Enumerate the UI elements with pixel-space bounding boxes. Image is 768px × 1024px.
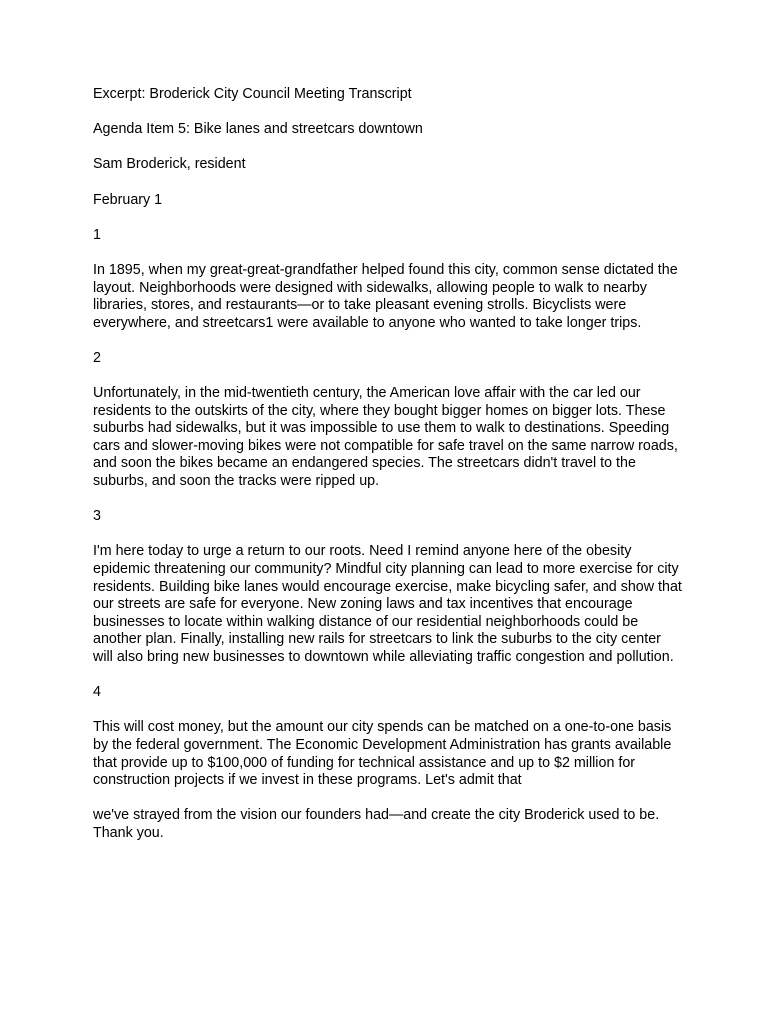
closing-paragraph: we've strayed from the vision our founders had—and create the city Broderick used to be. Thank you. [93, 807, 660, 841]
meeting-date: February 1 [93, 191, 163, 208]
paragraph-3: I'm here today to urge a return to our roots. Need I remind anyone here of the obesity epidemic threatening our community? Mindful city planning can lead to more exercise for city residents. Building bike lanes would encourage exercise, make bicycling safer, and show that our streets are safe for everyone. New zoning laws and tax incentives that encourage businesses to locate within walking distance of our residential neighborhoods could be another plan. Finally, installing new rails for streetcars to link the suburbs to the city center will also bring new businesses to downtown while alleviating traffic congestion and pollution. [93, 543, 682, 665]
transcript-page [93, 86, 683, 860]
paragraph-number-3: 3 [93, 508, 101, 525]
paragraph-number-1: 1 [93, 226, 101, 243]
excerpt-title: Excerpt: Broderick City Council Meeting Transcript [93, 86, 412, 102]
agenda-item: Agenda Item 5: Bike lanes and streetcars downtown [93, 121, 423, 138]
speaker-name: Sam Broderick, resident [93, 156, 246, 173]
paragraph-number-4: 4 [93, 684, 101, 701]
paragraph-1: In 1895, when my great-great-grandfather helped found this city, common sense dictated the layout. Neighborhoods were designed with sidewalks, allowing people to walk to nearby libraries, stores, and restaurants—or to take pleasant evening strolls. Bicyclists were everywhere, and streetcars1 were available to anyone who wanted to take longer trips. [93, 261, 678, 331]
paragraph-number-2: 2 [93, 349, 101, 366]
paragraph-2: Unfortunately, in the mid-twentieth century, the American love affair with the car led our residents to the outskirts of the city, where they bought bigger homes on bigger lots. These suburbs had sidewalks, but it was impossible to use them to walk to destinations. Speeding cars and slower-moving bikes were not compatible for safe travel on the same narrow roads, and soon the bikes became an endangered species. The streetcars didn't travel to the suburbs, and soon the tracks were ripped up. [93, 385, 678, 490]
paragraph-4: This will cost money, but the amount our city spends can be matched on a one-to-one basis by the federal government. The Economic Development Administration has grants available that provide up to $100,000 of funding for technical assistance and up to $2 million for construction projects if we invest in these programs. Let's admit that [93, 719, 672, 789]
